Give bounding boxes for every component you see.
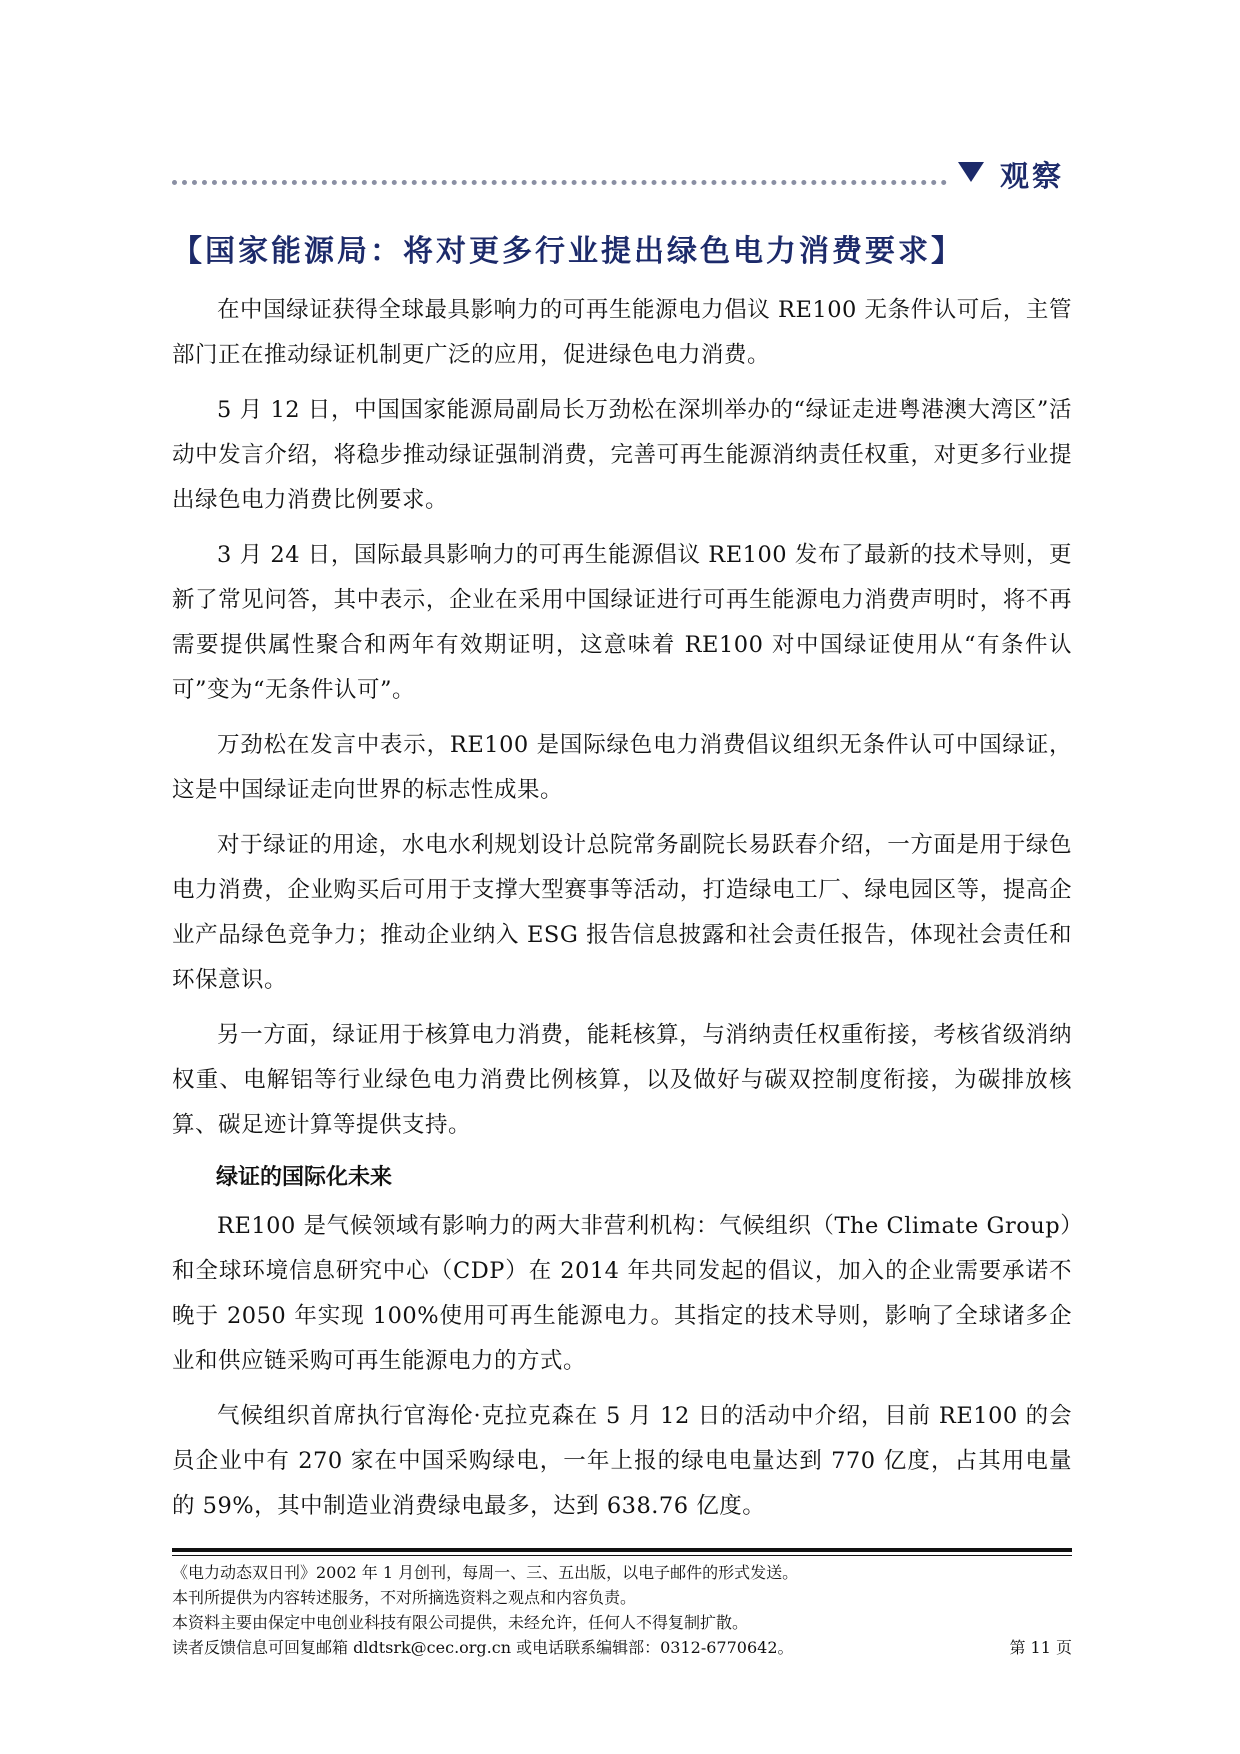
footer-last-row <box>172 1635 1072 1660</box>
article-body <box>172 288 1072 1539</box>
paragraph: 气候组织首席执行官海伦·克拉克森在 5 月 12 日的活动中介绍，目前 RE100 的会员企业中有 270 家在中国采购绿电，一年上报的绿电电量达到 770 亿度，占其用电量的 59%，其中制造业消费绿电最多，达到 638.76 亿度。 <box>172 1403 1072 1519</box>
footer-line: 本刊所提供为内容转述服务，不对所摘选资料之观点和内容负责。 <box>172 1588 637 1607</box>
paragraph: 另一方面，绿证用于核算电力消费，能耗核算，与消纳责任权重衔接，考核省级消纳权重、电解铝等行业绿色电力消费比例核算，以及做好与碳双控制度衔接，为碳排放核算、碳足迹计算等提供支持。 <box>172 1022 1072 1138</box>
footer-line: 《电力动态双日刊》2002 年 1 月创刊，每周一、三、五出版，以电子邮件的形式发送。 <box>172 1563 799 1582</box>
page-number: 第 11 页 <box>1009 1638 1072 1657</box>
footer-contact: 读者反馈信息可回复邮箱 dldtsrk@cec.org.cn 或电话联系编辑部：0312-6770642。 <box>172 1638 794 1657</box>
footer-line: 本资料主要由保定中电创业科技有限公司提供，未经允许，任何人不得复制扩散。 <box>172 1613 749 1632</box>
triangle-down-icon <box>958 162 984 182</box>
paragraph: RE100 是气候领域有影响力的两大非营利机构：气候组织（The Climate Group）和全球环境信息研究中心（CDP）在 2014 年共同发起的倡议，加入的企业需要承诺不晚于 2050 年实现 100%使用可再生能源电力。其指定的技术导则，影响了全球诸多企业和供应链采购可再生能源电力的方式。 <box>172 1213 1072 1374</box>
footer-rule-thin <box>172 1555 1072 1556</box>
paragraph: 5 月 12 日，中国国家能源局副局长万劲松在深圳举办的“绿证走进粤港澳大湾区”活动中发言介绍，将稳步推动绿证强制消费，完善可再生能源消纳责任权重，对更多行业提出绿色电力消费比例要求。 <box>172 397 1072 513</box>
paragraph: 万劲松在发言中表示，RE100 是国际绿色电力消费倡议组织无条件认可中国绿证，这是中国绿证走向世界的标志性成果。 <box>172 732 1072 803</box>
subheading: 绿证的国际化未来 <box>216 1165 393 1190</box>
footer-rule-thick <box>172 1548 1072 1552</box>
header-dotted-rule <box>172 180 947 185</box>
page-footer <box>172 1560 1072 1660</box>
paragraph: 3 月 24 日，国际最具影响力的可再生能源倡议 RE100 发布了最新的技术导则，更新了常见问答，其中表示，企业在采用中国绿证进行可再生能源电力消费声明时，将不再需要提供属性聚合和两年有效期证明，这意味着 RE100 对中国绿证使用从“有条件认可”变为“无条件认可”。 <box>172 542 1072 703</box>
paragraph: 在中国绿证获得全球最具影响力的可再生能源电力倡议 RE100 无条件认可后，主管部门正在推动绿证机制更广泛的应用，促进绿色电力消费。 <box>172 297 1072 368</box>
section-header <box>172 160 1072 200</box>
section-label: 观察 <box>1000 159 1065 193</box>
article-title: 【国家能源局：将对更多行业提出绿色电力消费要求】 <box>172 234 964 269</box>
paragraph: 对于绿证的用途，水电水利规划设计总院常务副院长易跃春介绍，一方面是用于绿色电力消费，企业购买后可用于支撑大型赛事等活动，打造绿电工厂、绿电园区等，提高企业产品绿色竞争力；推动企业纳入 ESG 报告信息披露和社会责任报告，体现社会责任和环保意识。 <box>172 832 1072 993</box>
